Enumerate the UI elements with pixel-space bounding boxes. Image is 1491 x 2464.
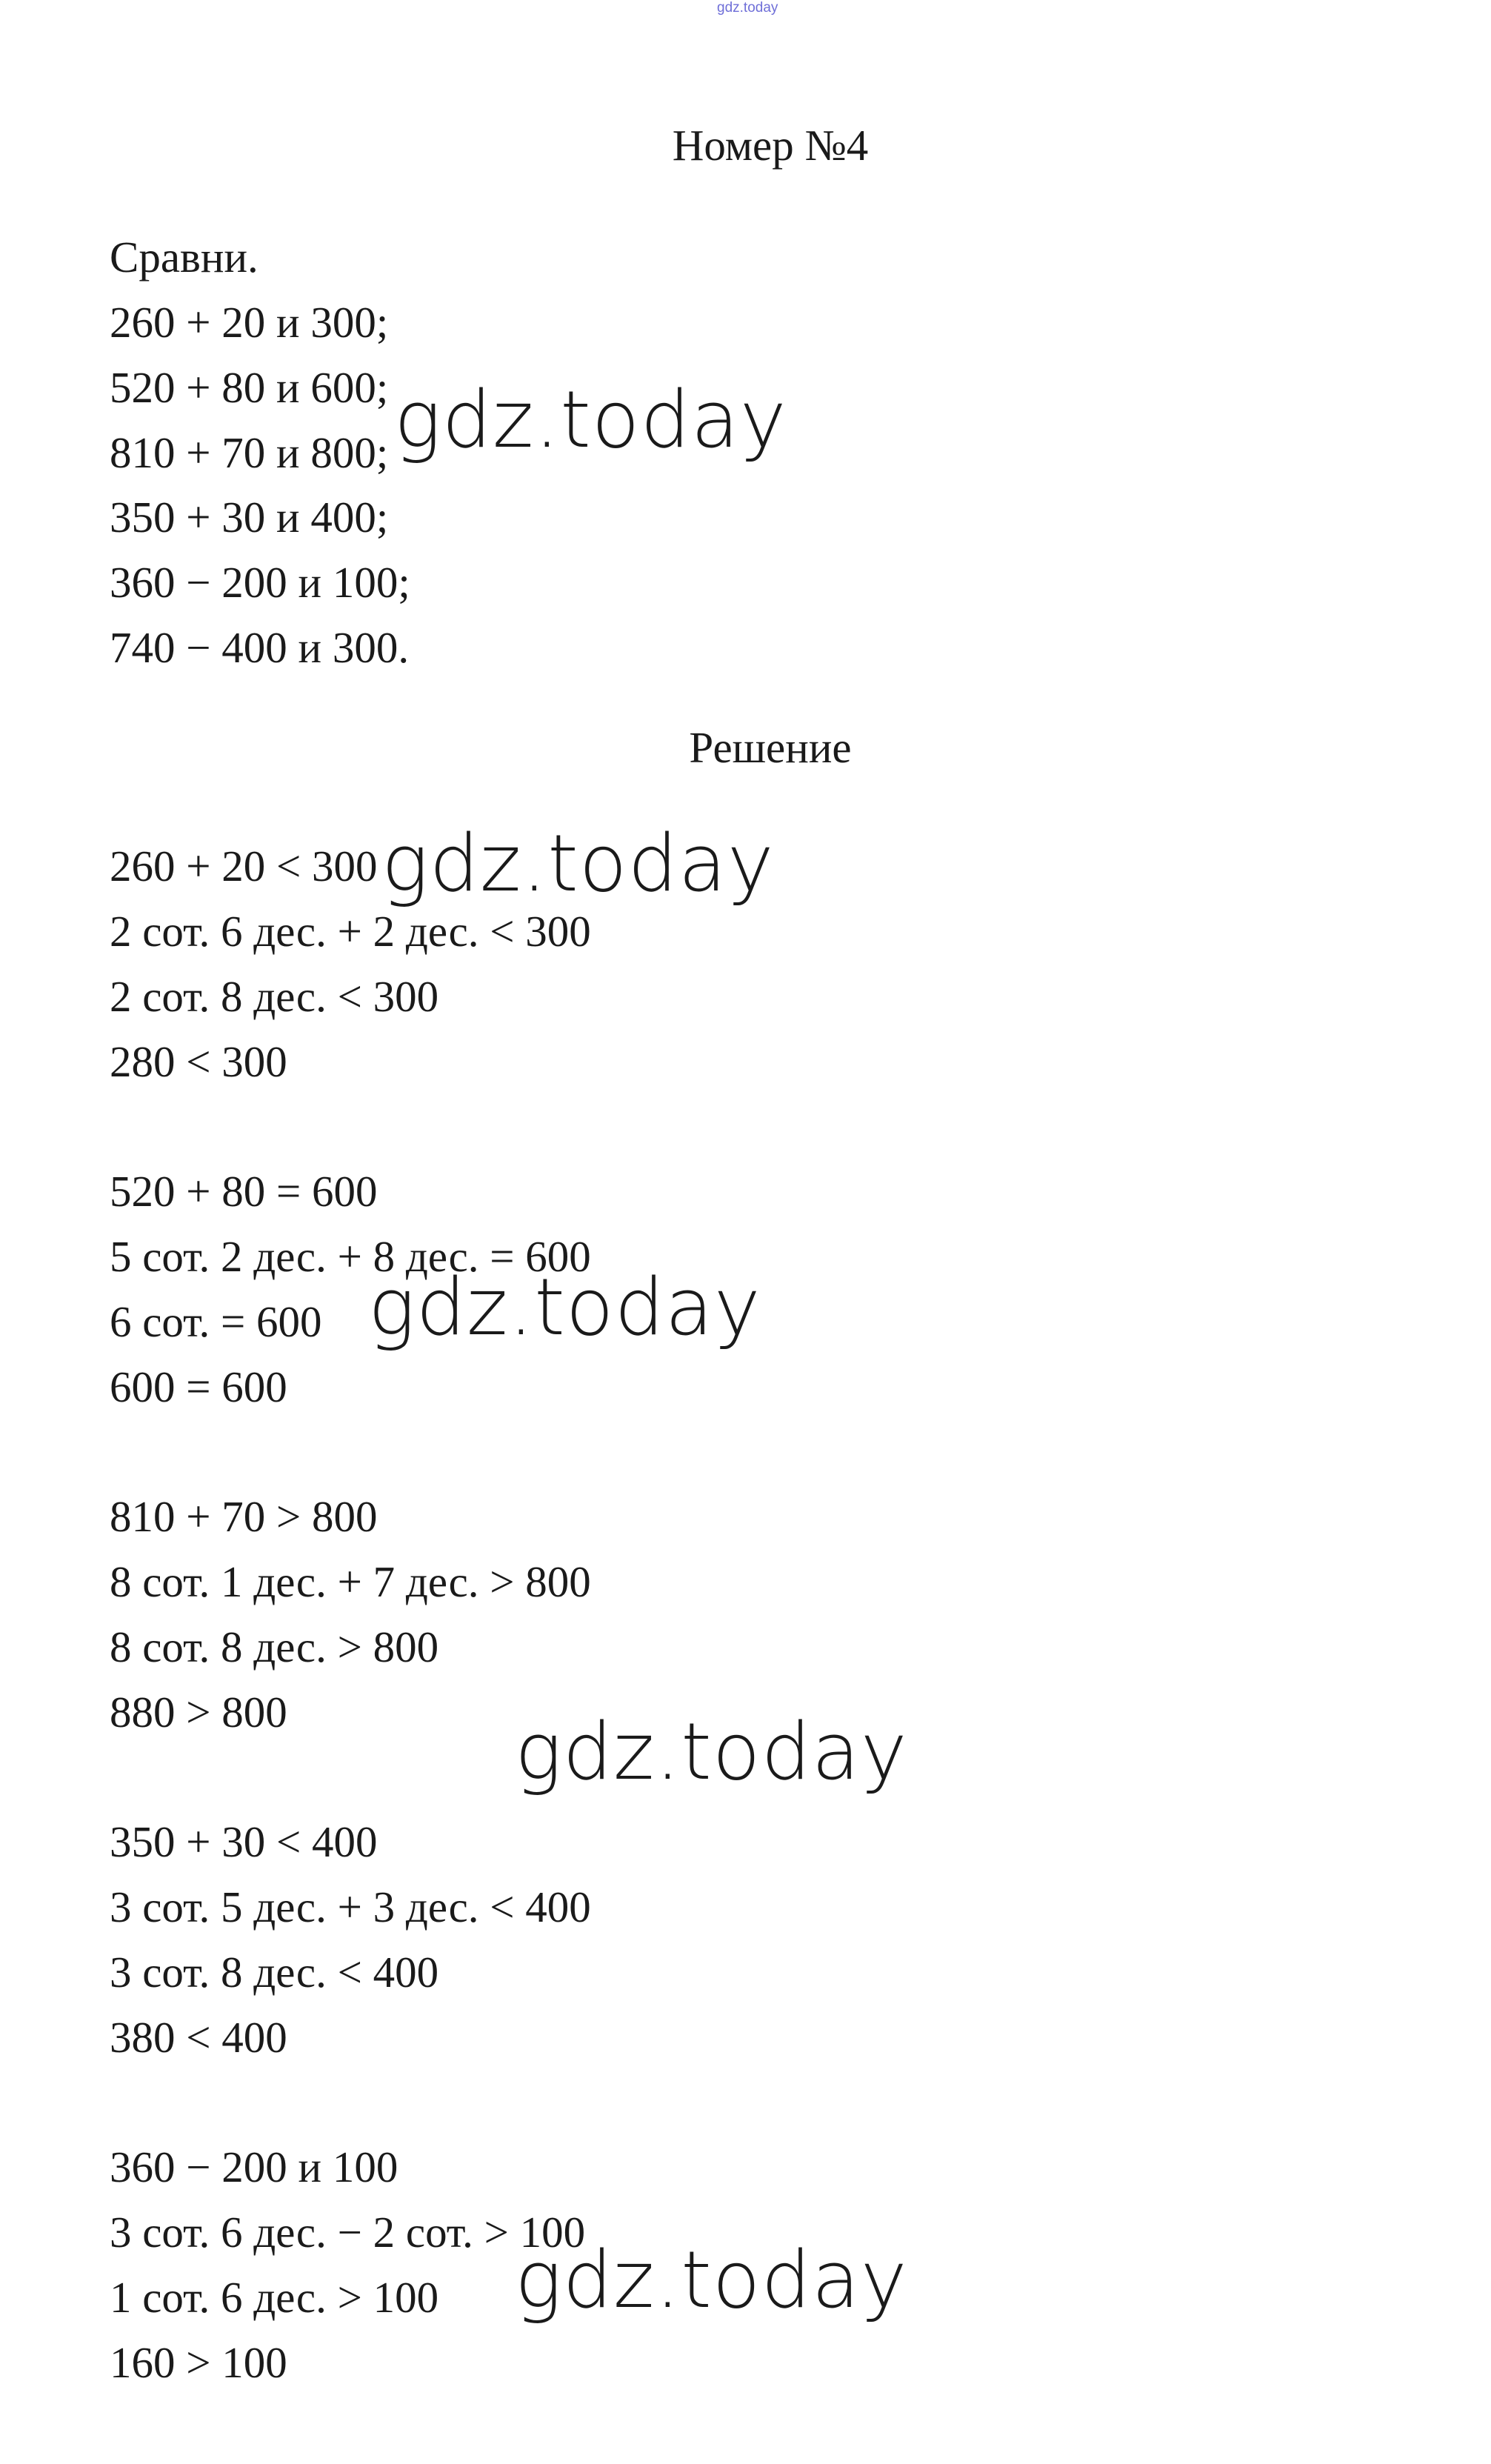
solution-line: 810 + 70 > 800 [110,1492,378,1541]
solution-line: 1 сот. 6 дес. > 100 [110,2273,439,2322]
solution-line: 5 сот. 2 дес. + 8 дес. = 600 [110,1232,591,1281]
solution-line: 2 сот. 8 дес. < 300 [110,972,439,1021]
watermark-text: gdz.today [381,818,775,909]
watermark-text: gdz.today [515,2234,908,2325]
solution-line: 3 сот. 6 дес. − 2 сот. > 100 [110,2208,586,2257]
solution-heading: Решение [689,723,852,772]
task-line: 360 − 200 и 100; [110,558,410,607]
solution-line: 6 сот. = 600 [110,1297,322,1346]
solution-line: 8 сот. 8 дес. > 800 [110,1622,439,1671]
task-line: 740 − 400 и 300. [110,623,410,672]
task-line: 260 + 20 и 300; [110,298,389,347]
solution-line: 520 + 80 = 600 [110,1167,378,1216]
watermark-text: gdz.today [394,374,787,465]
task-line: 350 + 30 и 400; [110,493,389,542]
page-title: Номер №4 [672,121,869,170]
solution-line: 600 = 600 [110,1362,287,1411]
solution-line: 160 > 100 [110,2338,287,2387]
top-watermark-link: gdz.today [717,0,778,16]
solution-line: 2 сот. 6 дес. + 2 дес. < 300 [110,907,591,956]
watermark-text: gdz.today [368,1262,761,1353]
solution-line: 3 сот. 8 дес. < 400 [110,1948,439,1997]
solution-line: 380 < 400 [110,2013,287,2062]
solution-line: 280 < 300 [110,1037,287,1086]
solution-line: 3 сот. 5 дес. + 3 дес. < 400 [110,1882,591,1931]
watermark-text: gdz.today [515,1706,908,1797]
task-instruction: Сравни. [110,233,258,282]
task-line: 810 + 70 и 800; [110,428,389,477]
task-line: 520 + 80 и 600; [110,363,389,412]
solution-line: 880 > 800 [110,1688,287,1737]
solution-line: 8 сот. 1 дес. + 7 дес. > 800 [110,1557,591,1606]
solution-line: 260 + 20 < 300 [110,842,378,890]
solution-line: 360 − 200 и 100 [110,2142,398,2191]
solution-line: 350 + 30 < 400 [110,1817,378,1866]
